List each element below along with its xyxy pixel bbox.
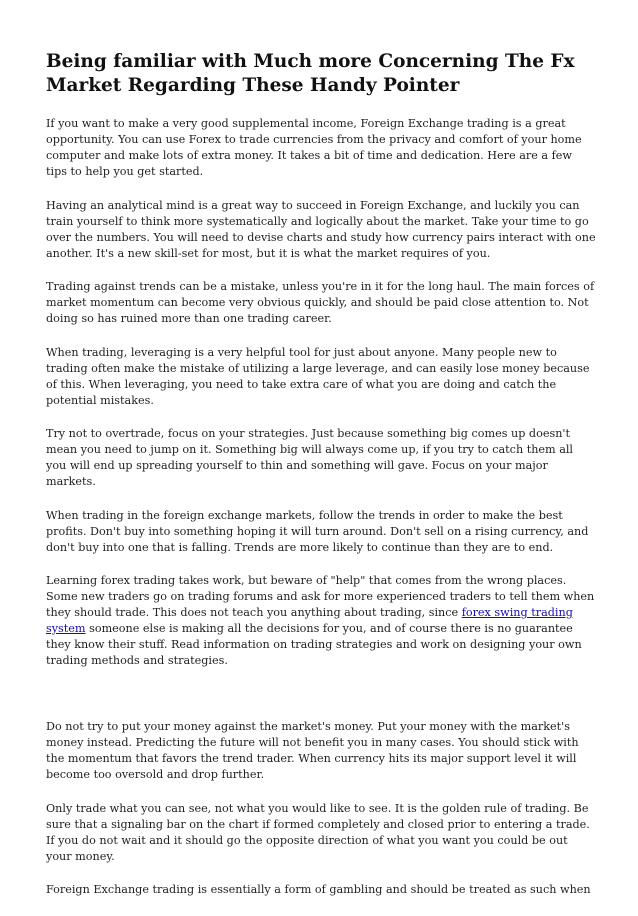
paragraph-9: Only trade what you can see, not what you would like to see. It is the golden rule of trading. Be sure that a signaling bar on the chart if formed completely and closed prior to entering a trade. If you do not wait and it should go the opposite direction of what you want you could be out your money. xyxy=(46,801,590,863)
paragraph-3: Trading against trends can be a mistake, unless you're in it for the long haul. The main forces of market momentum can become very obvious quickly, and should be paid close attention to. Not doing so has ruined more than one trading career. xyxy=(46,280,595,325)
paragraph-1: If you want to make a very good supplemental income, Foreign Exchange trading is a great opportunity. You can use Forex to trade currencies from the privacy and comfort of your home computer and make lots of extra money. It takes a bit of time and dedication. Here are a few tips to help you get started. xyxy=(46,117,582,178)
paragraph-8: Do not try to put your money against the market's money. Put your money with the market's money instead. Predicting the future will not benefit you in many cases. You should stick with the momentum that favors the trend trader. When currency hits its major support level it will become too oversold and drop further. xyxy=(46,720,579,781)
paragraph-4: When trading, leveraging is a very helpful tool for just about anyone. Many people new to trading often make the mistake of utilizing a large leverage, and can easily lose money because of this. When leveraging, you need to take extra care of what you are doing and catch the potential mistakes. xyxy=(46,345,590,407)
forex-swing-trading-link[interactable]: forex swing trading system xyxy=(46,606,573,635)
paragraph-7-after: someone else is making all the decisions for you, and of course there is no guarantee they know their stuff. Read information on trading strategies and work on designing your own trading methods and strategies. xyxy=(46,622,582,667)
paragraph-7-before: Learning forex trading takes work, but beware of "help" that comes from the wrong places. Some new traders go on trading forums and ask for more experienced traders to tell them when they should trade. This does not teach you anything about trading, since xyxy=(46,574,595,619)
document-title: Being familiar with Much more Concerning The Fx Market Regarding These Handy Pointer xyxy=(46,51,575,96)
paragraph-2: Having an analytical mind is a great way to succeed in Foreign Exchange, and luckily you can train yourself to think more systematically and logically about the market. Take your time to go over the numbers. You will need to devise charts and study how currency pairs interact with one another. It's a new skill-set for most, but it is what the market requires of you. xyxy=(46,198,596,260)
paragraph-10: Foreign Exchange trading is essentially a form of gambling and should be treated as such when xyxy=(46,883,591,896)
paragraph-6: When trading in the foreign exchange markets, follow the trends in order to make the best profits. Don't buy into something hoping it will turn around. Don't sell on a rising currency, and don't buy into one that is falling. Trends are more likely to continue than they are to end. xyxy=(46,508,589,554)
paragraph-5: Try not to overtrade, focus on your strategies. Just because something big comes up doesn't mean you need to jump on it. Something big will always come up, if you try to catch them all you will end up spreading yourself to thin and something will gave. Focus on your major markets. xyxy=(46,427,574,488)
document-page xyxy=(46,50,596,916)
paragraph-7 xyxy=(46,573,596,669)
